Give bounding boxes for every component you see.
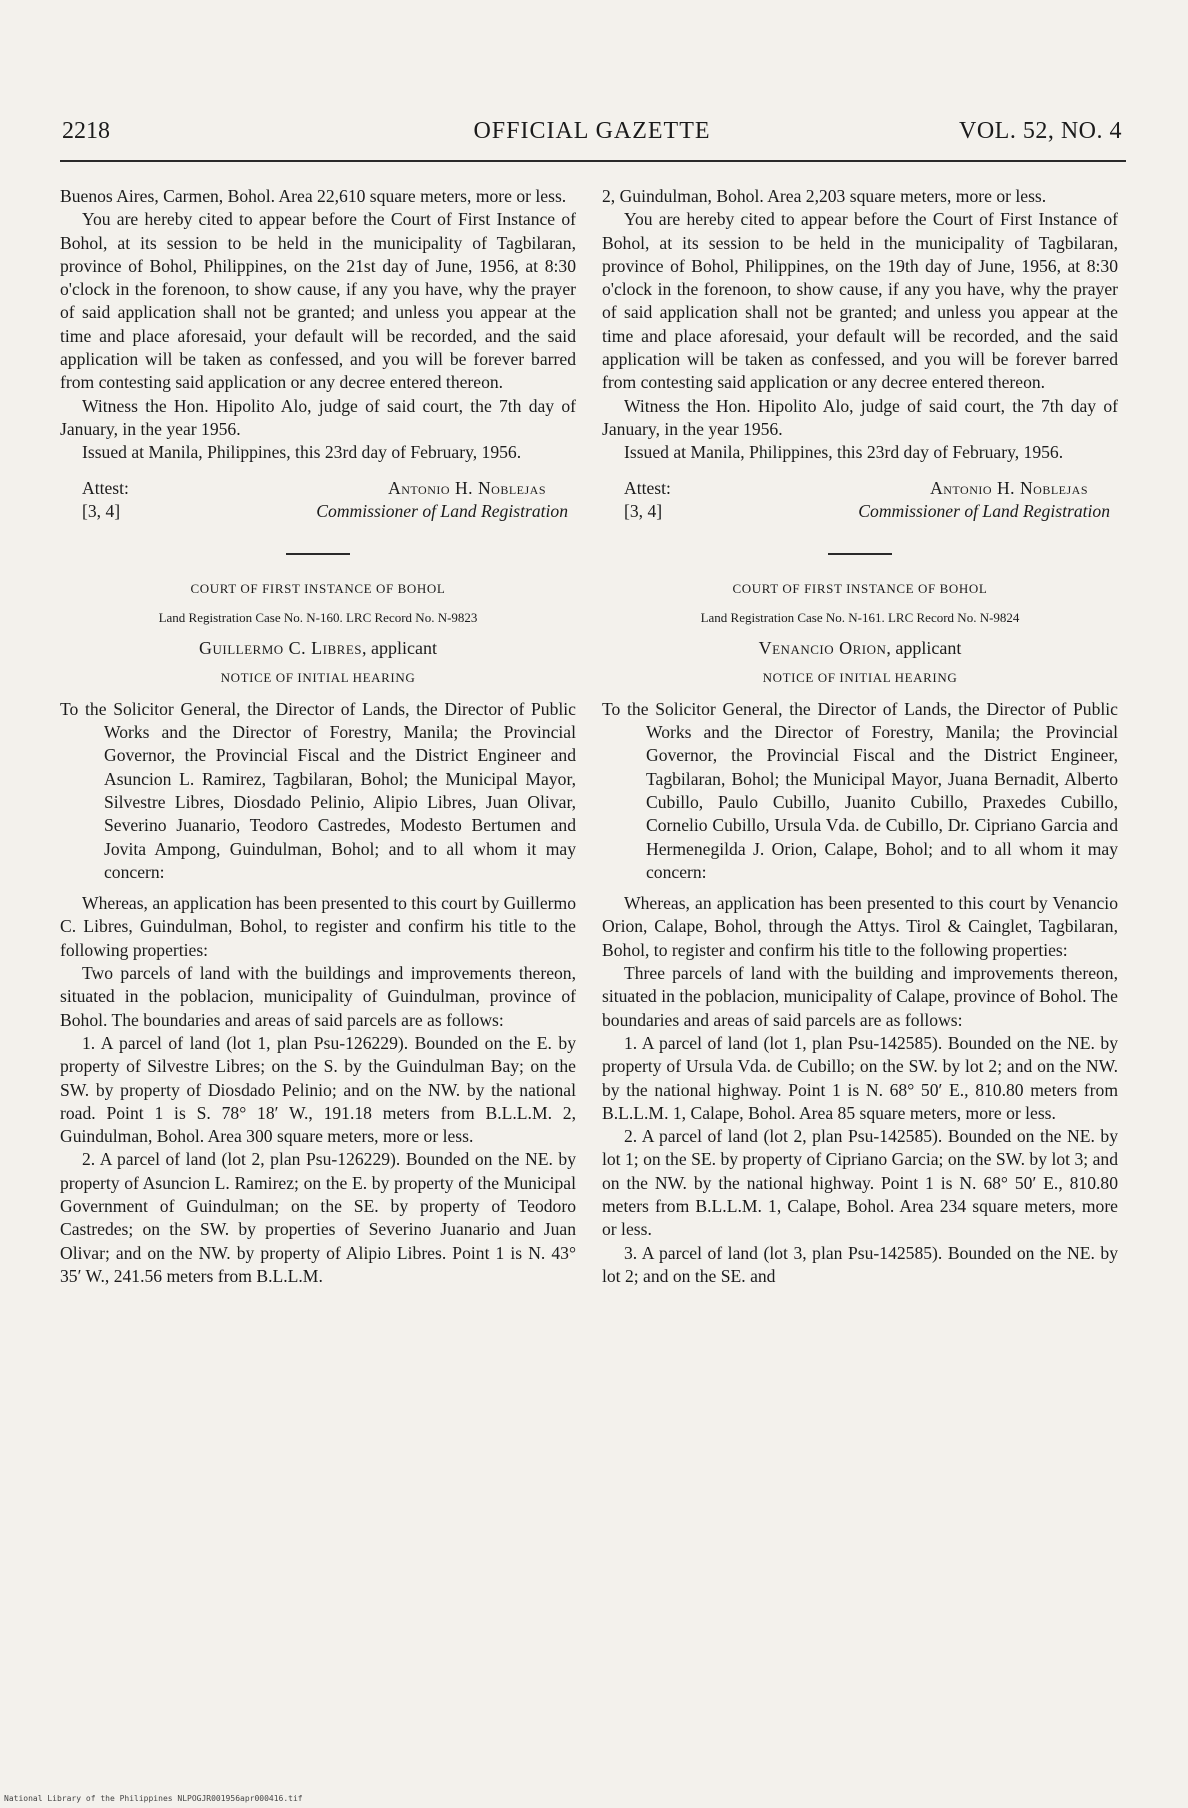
addressees: To the Solicitor General, the Director of Lands, the Director of Public Works and the Director of Forestry, Manila; the Provincial Governor, the Provincial Fiscal and the District Engineer, Tagbilaran, Bohol; the Municipal Mayor, Juana Bernadit, Alberto Cubillo, Paulo Cubillo, Juanito Cubillo, Praxedes Cubillo, Cornelio Cubillo, Ursula Vda. de Cubillo, Dr. Cipriano Garcia and Hermenegilda J. Orion, Calape, Bohol; and to all whom it may concern: [602,698,1118,882]
left-column [60,185,576,1288]
paragraph: 2. A parcel of land (lot 2, plan Psu-126229). Bounded on the NE. by property of Asuncion L. Ramirez; on the E. by property of the Municipal Government of Guindulman; on the SE. by property of Teodoro Castredes; on the SW. by properties of Severino Juanario and Juan Olivar; and on the NW. by property of Alipio Libres. Point 1 is N. 43° 35′ W., 241.56 meters from B.L.L.M. [60,1149,576,1286]
applicant-name: Venancio Orion [758,638,887,659]
court-heading: COURT OF FIRST INSTANCE OF BOHOL [732,580,988,596]
notice-heading: NOTICE OF INITIAL HEARING [762,670,958,686]
case-number: Land Registration Case No. N-160. LRC Record No. N-9823 [158,609,478,625]
signatory-office: Commissioner of Land Registration [858,500,1110,521]
attest-ref: [3, 4] [624,500,663,521]
attest-block [60,477,576,525]
page-header [62,118,1122,152]
paragraph: You are hereby cited to appear before the Court of First Instance of Bohol, at its session to be held in the municipality of Tagbilaran, province of Bohol, Philippines, on the 19th day of June, 1956, at 8:30 o'clock in the forenoon, to show cause, if any you have, why the prayer of said application shall not be granted; and unless you appear at the time and place aforesaid, your default will be recorded, and the said application will be taken as confessed, and you will be forever barred from contesting said application or any decree entered thereon. [602,209,1118,393]
volume-number: VOL. 52, NO. 4 [959,118,1122,144]
paragraph: Whereas, an application has been presented to this court by Guillermo C. Libres, Guindulman, Bohol, to register and confirm his title to the following properties: [60,893,576,960]
signatory-name: Antonio H. Noblejas [930,477,1088,498]
paragraph: Whereas, an application has been presented to this court by Venancio Orion, Calape, Bohol, through the Attys. Tirol & Cainglet, Tagbilaran, Bohol, to register and confirm his title to the following properties: [602,893,1118,960]
applicant-name: Guillermo C. Libres [199,638,362,659]
paragraph: Issued at Manila, Philippines, this 23rd day of February, 1956. [624,442,1064,463]
header-rule [60,160,1126,162]
publication-title: OFFICIAL GAZETTE [473,118,711,144]
signatory-office: Commissioner of Land Registration [316,500,568,521]
page-number: 2218 [62,118,110,144]
case-number: Land Registration Case No. N-161. LRC Record No. N-9824 [700,609,1020,625]
section-divider [828,553,892,555]
paragraph: Witness the Hon. Hipolito Alo, judge of said court, the 7th day of January, in the year 1956. [602,395,1118,439]
applicant-line [602,637,1118,660]
paragraph: Two parcels of land with the buildings and improvements thereon, situated in the poblacion, municipality of Guindulman, province of Bohol. The boundaries and areas of said parcels are as follows: [60,963,576,1030]
right-column [602,185,1118,1288]
paragraph: Witness the Hon. Hipolito Alo, judge of said court, the 7th day of January, in the year 1956. [60,395,576,439]
signatory-name: Antonio H. Noblejas [388,477,546,498]
paragraph: 3. A parcel of land (lot 3, plan Psu-142585). Bounded on the NE. by lot 2; and on the SE. and [602,1242,1118,1286]
court-heading: COURT OF FIRST INSTANCE OF BOHOL [190,580,446,596]
notice-heading: NOTICE OF INITIAL HEARING [220,670,416,686]
paragraph: 1. A parcel of land (lot 1, plan Psu-126229). Bounded on the E. by property of Silvestre Libres; on the S. by the Guindulman Bay; on the SW. by property of Diosdado Pelinio; and on the NW. by the national road. Point 1 is S. 78° 18′ W., 191.18 meters from B.L.L.M. 2, Guindulman, Bohol. Area 300 square meters, more or less. [60,1032,576,1147]
section-divider [286,553,350,555]
paragraph: 2, Guindulman, Bohol. Area 2,203 square meters, more or less. [602,186,1047,206]
applicant-suffix: , applicant [362,638,437,659]
attest-block [602,477,1118,525]
paragraph: Buenos Aires, Carmen, Bohol. Area 22,610 square meters, more or less. [60,186,567,206]
paragraph: Three parcels of land with the building and improvements thereon, situated in the poblacion, municipality of Calape, province of Bohol. The boundaries and areas of said parcels are as follows: [602,963,1118,1030]
paragraph: Issued at Manila, Philippines, this 23rd day of February, 1956. [82,442,522,463]
attest-ref: [3, 4] [82,500,121,521]
addressees: To the Solicitor General, the Director of Lands, the Director of Public Works and the Director of Forestry, Manila; the Provincial Governor, the Provincial Fiscal and the District Engineer and Asuncion L. Ramirez, Tagbilaran, Bohol; the Municipal Mayor, Silvestre Libres, Diosdado Pelinio, Alipio Libres, Juan Olivar, Severino Juanario, Teodoro Castredes, Modesto Bertumen and Jovita Ampong, Guindulman, Bohol; and to all whom it may concern: [60,698,576,882]
applicant-line [60,637,576,660]
paragraph: You are hereby cited to appear before the Court of First Instance of Bohol, at its session to be held in the municipality of Tagbilaran, province of Bohol, Philippines, on the 21st day of June, 1956, at 8:30 o'clock in the forenoon, to show cause, if any you have, why the prayer of said application shall not be granted; and unless you appear at the time and place aforesaid, your default will be recorded, and the said application will be taken as confessed, and you will be forever barred from contesting said application or any decree entered thereon. [60,209,576,393]
applicant-suffix: , applicant [886,638,962,659]
scan-footer: National Library of the Philippines NLPOGJR001956apr000416.tif [4,1794,303,1803]
paragraph: 2. A parcel of land (lot 2, plan Psu-142585). Bounded on the NE. by lot 1; on the SE. by property of Cipriano Garcia; on the SW. by lot 3; and on the NW. by the national highway. Point 1 is N. 68° 50′ E., 810.80 meters from B.L.L.M. 1, Calape, Bohol. Area 234 square meters, more or less. [602,1126,1118,1240]
attest-label: Attest: [624,477,671,498]
paragraph: 1. A parcel of land (lot 1, plan Psu-142585). Bounded on the NE. by property of Ursula Vda. de Cubillo; on the SW. by lot 2; and on the NW. by the national highway. Point 1 is N. 68° 50′ E., 810.80 meters from B.L.L.M. 1, Calape, Bohol. Area 85 square meters, more or less. [602,1032,1118,1123]
attest-label: Attest: [82,477,129,498]
